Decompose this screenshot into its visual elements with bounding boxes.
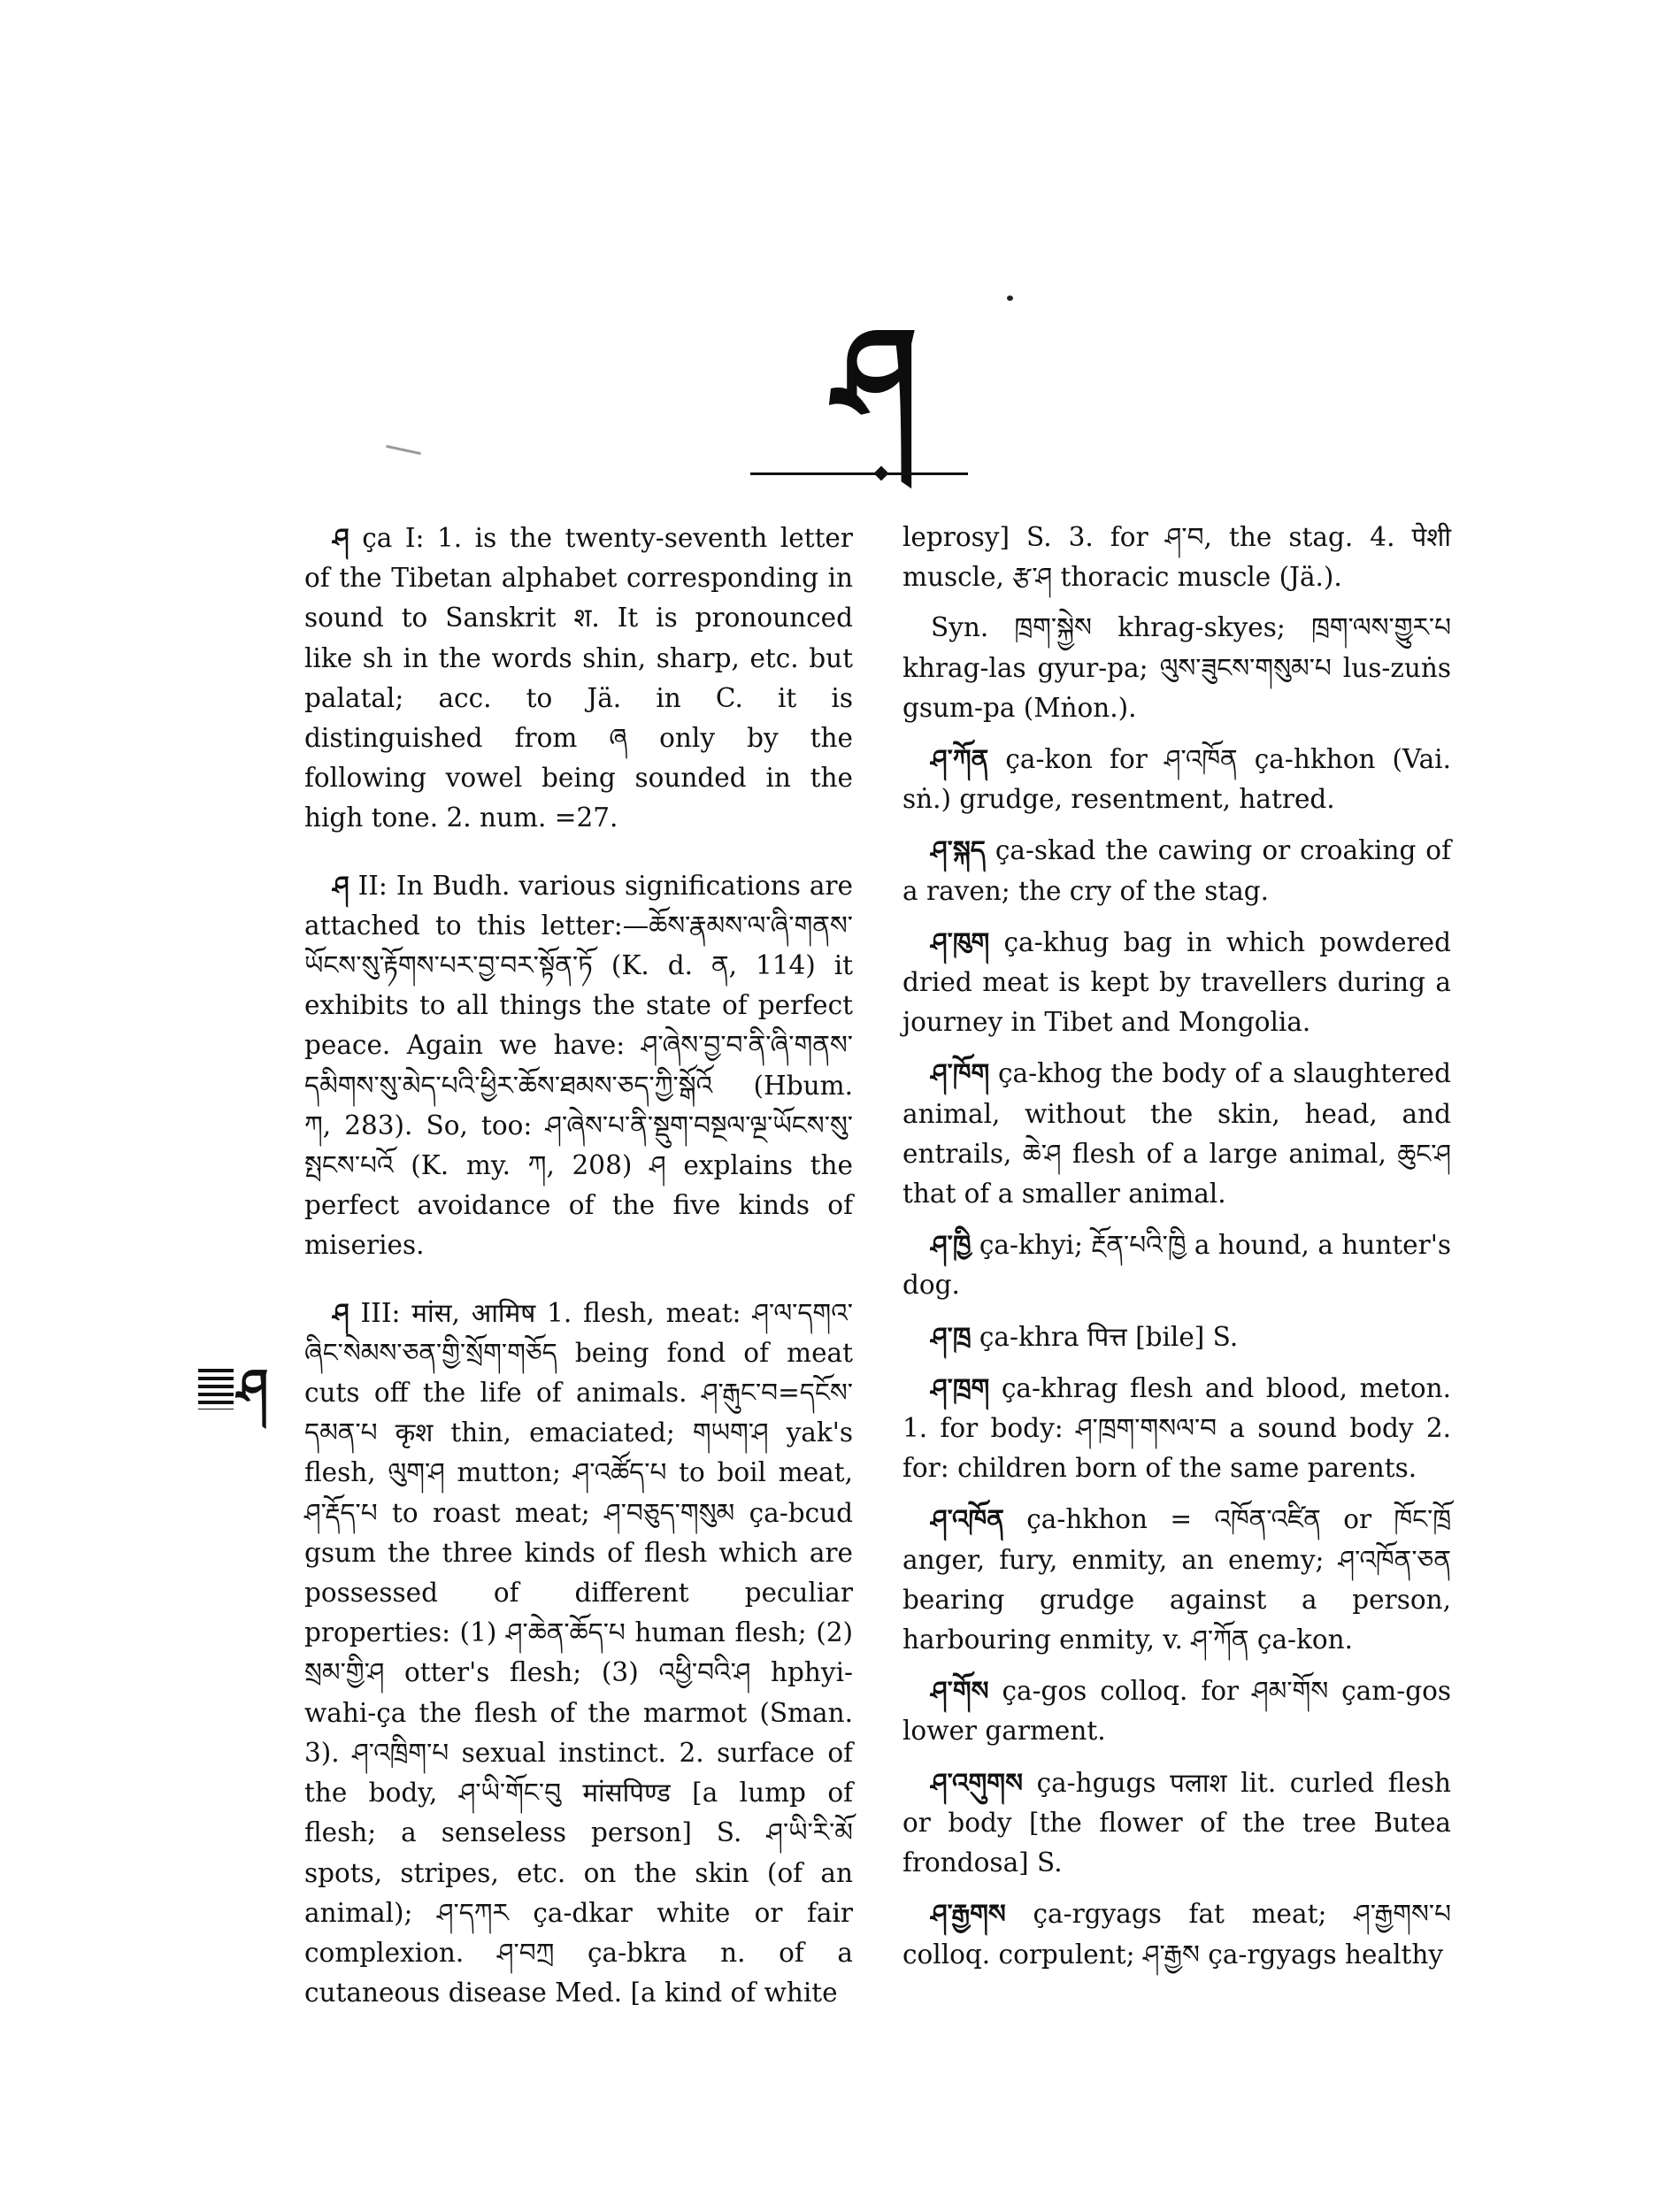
entry-definition: ça-khyi; རྔོན་པའི་ཁྱི a hound, a hunter's dog.: [902, 1230, 1451, 1301]
thumb-index-letter: ཤ: [237, 1358, 269, 1417]
thumb-index-lines: [198, 1369, 234, 1409]
entry-ca-I: [304, 518, 853, 839]
entry-definition: ça-khog the body of a slaughtered animal, without the skin, head, and entrails, ཆེ་ཤ flesh of a large animal, ཆུང་ཤ that of a smaller animal.: [902, 1058, 1451, 1210]
entry-definition: III: मांस, आमिष 1. flesh, meat: ཤ་ལ་དགའ་ཞིང་སེམས་ཅན་གྱི་སྲོག་གཅོད being fond of meat cuts off the life of animals. ཤ་རྒུང་བ=དངོས་དམན་པ कृश thin, emaciated; གཡག་ཤ yak's flesh, ལུག་ཤ mutton; ཤ་འཚོད་པ to boil meat, ཤ་རྡོད་པ to roast meat; ཤ་བཅུད་གསུམ ça-bcud gsum the three kinds of flesh which are possessed of different peculiar properties: (1) ཤ་ཆེན་ཆོད་པ human flesh; (2) སྲམ་གྱི་ཤ otter's flesh; (3) འཕྱི་བའི་ཤ hphyi-wahi-ça the flesh of the marmot (Sman. 3). ཤ་འཁྲིག་པ sexual instinct. 2. surface of the body, ཤ་ཡི་གོང་བུ मांसपिण्ड [a lump of flesh; a senseless person] S. ཤ་ཡི་རི་མོ spots, stripes, etc. on the skin (of an animal); ཤ་དཀར ça-dkar white or fair complexion. ཤ་བཀྲ ça-bkra n. of a cutaneous disease Med. [a kind of white: [304, 1297, 853, 2008]
entry-headword: ཤ་ཁོག: [931, 1057, 990, 1089]
entry-definition: ça-gos colloq. for ཤམ་གོས çam-gos lower garment.: [902, 1676, 1451, 1747]
entry-ca-gos: [902, 1671, 1451, 1751]
entry-headword: ཤ་ཀོན: [931, 743, 989, 775]
right-column: [902, 518, 1451, 1985]
entry-ca-hgugs: [902, 1763, 1451, 1884]
ink-stroke: [386, 445, 421, 455]
entry-headword: ཤ: [333, 869, 349, 901]
section-letter-heading: ཤ: [833, 298, 918, 454]
entry-definition: ça-skad the cawing or croaking of a raven; the cry of the stag.: [902, 835, 1451, 906]
entry-definition: ça-khrag flesh and blood, meton. 1. for body: ཤ་ཁྲག་གསལ་བ a sound body 2. for: children born of the same parents.: [902, 1372, 1451, 1484]
entry-ca-khyi: [902, 1225, 1451, 1305]
entry-headword: ཤ: [333, 1296, 349, 1328]
entry-definition: ça-hgugs पलाश lit. curled flesh or body [the flower of the tree Butea frondosa] S.: [902, 1767, 1451, 1878]
entry-continuation: [902, 518, 1451, 597]
entry-definition: ça-rgyags fat meat; ཤ་རྒྱགས་པ colloq. corpulent; ཤ་རྒྱས ça-rgyags healthy: [902, 1899, 1451, 1970]
entry-definition: ça I: 1. is the twenty-seventh letter of the Tibetan alphabet corresponding in sound to Sanskrit श. It is pronounced like sh in the words shin, sharp, etc. but palatal; acc. to Jä. in C. it is distinguished from ཞ only by the following vowel being sounded in the high tone. 2. num. =27.: [304, 523, 853, 833]
entry-ca-khug: [902, 922, 1451, 1043]
entry-definition: ça-khug bag in which powdered dried meat is kept by travellers during a journey in Tibet and Mongolia.: [902, 926, 1451, 1038]
entry-definition: ça-hkhon = འཁོན་འཛིན or ཁོང་ཁྲོ anger, fury, enmity, an enemy; ཤ་འཁོན་ཅན bearing grudge against a person, harbouring enmity, v. ཤ་ཀོན ça-kon.: [902, 1504, 1451, 1655]
entry-headword: ཤ་འཁོན: [931, 1503, 1004, 1535]
entry-headword: ཤ་ཁྲ: [931, 1320, 972, 1352]
left-column: [304, 518, 853, 2024]
entry-headword: ཤ་སྐད: [931, 834, 986, 866]
entry-ca-skad: [902, 830, 1451, 910]
entry-headword: ཤ་ཁྱི: [931, 1229, 972, 1261]
entry-definition: leprosy] S. 3. for ཤ་བ, the stag. 4. पेशी muscle, རྩ་ཤ thoracic muscle (Jä.).: [902, 522, 1451, 593]
entry-ca-hkhon: [902, 1499, 1451, 1660]
entry-definition: ça-khra पित्त [bile] S.: [979, 1321, 1239, 1352]
entry-ca-khog: [902, 1053, 1451, 1214]
entry-ca-II: [304, 865, 853, 1266]
entry-ca-kon: [902, 739, 1451, 819]
divider-ornament: [874, 466, 889, 481]
heading-divider: [750, 472, 968, 475]
entry-ca-khra: [902, 1317, 1451, 1357]
ink-speck: [1007, 296, 1013, 301]
entry-headword: ཤ་ཁྲག: [931, 1371, 990, 1403]
entry-ca-III: [304, 1293, 853, 2014]
entry-ca-khrag: [902, 1368, 1451, 1489]
entry-headword: ཤ་འགུགས: [931, 1766, 1023, 1798]
entry-headword: ཤ་ཁུག: [931, 926, 990, 957]
entry-syn: [902, 608, 1451, 728]
entry-headword: ཤ་རྒྱགས: [931, 1898, 1006, 1930]
entry-definition: Syn. ཁྲག་སྐྱེས khrag-skyes; ཁྲག་ལས་གྱུར་པ khrag-las gyur-pa; ལུས་ཟུངས་གསུམ་པ lus-zuṅs gsum-pa (Mṅon.).: [902, 612, 1451, 723]
entry-headword: ཤ་གོས: [931, 1675, 989, 1707]
entry-definition: II: In Budh. various significations are attached to this letter:—ཆོས་རྣམས་ལ་ཞི་གནས་ཡོངས་སུ་རྟོགས་པར་བྱ་བར་སྟོན་ཏོ (K. d. ན, 114) it exhibits to all things the state of perfect peace. Again we have: ཤ་ཞེས་བྱ་བ་ནི་ཞི་གནས་དམིགས་སུ་མེད་པའི་ཕྱིར་ཆོས་ཐམས་ཅད་ཀྱི་སྒོའོ (Hbum. ཀ, 283). So, too: ཤ་ཞེས་པ་ནི་སྡུག་བསྔལ་ལྔ་ཡོངས་སུ་སྤངས་པའོ (K. my. ཀ, 208) ཤ explains the perfect avoidance of the five kinds of miseries.: [304, 870, 853, 1261]
entry-headword: ཤ: [333, 522, 349, 553]
entry-definition: ça-kon for ཤ་འཁོན ça-hkhon (Vai. sṅ.) grudge, resentment, hatred.: [902, 744, 1451, 815]
entry-ca-rgyags: [902, 1893, 1451, 1974]
